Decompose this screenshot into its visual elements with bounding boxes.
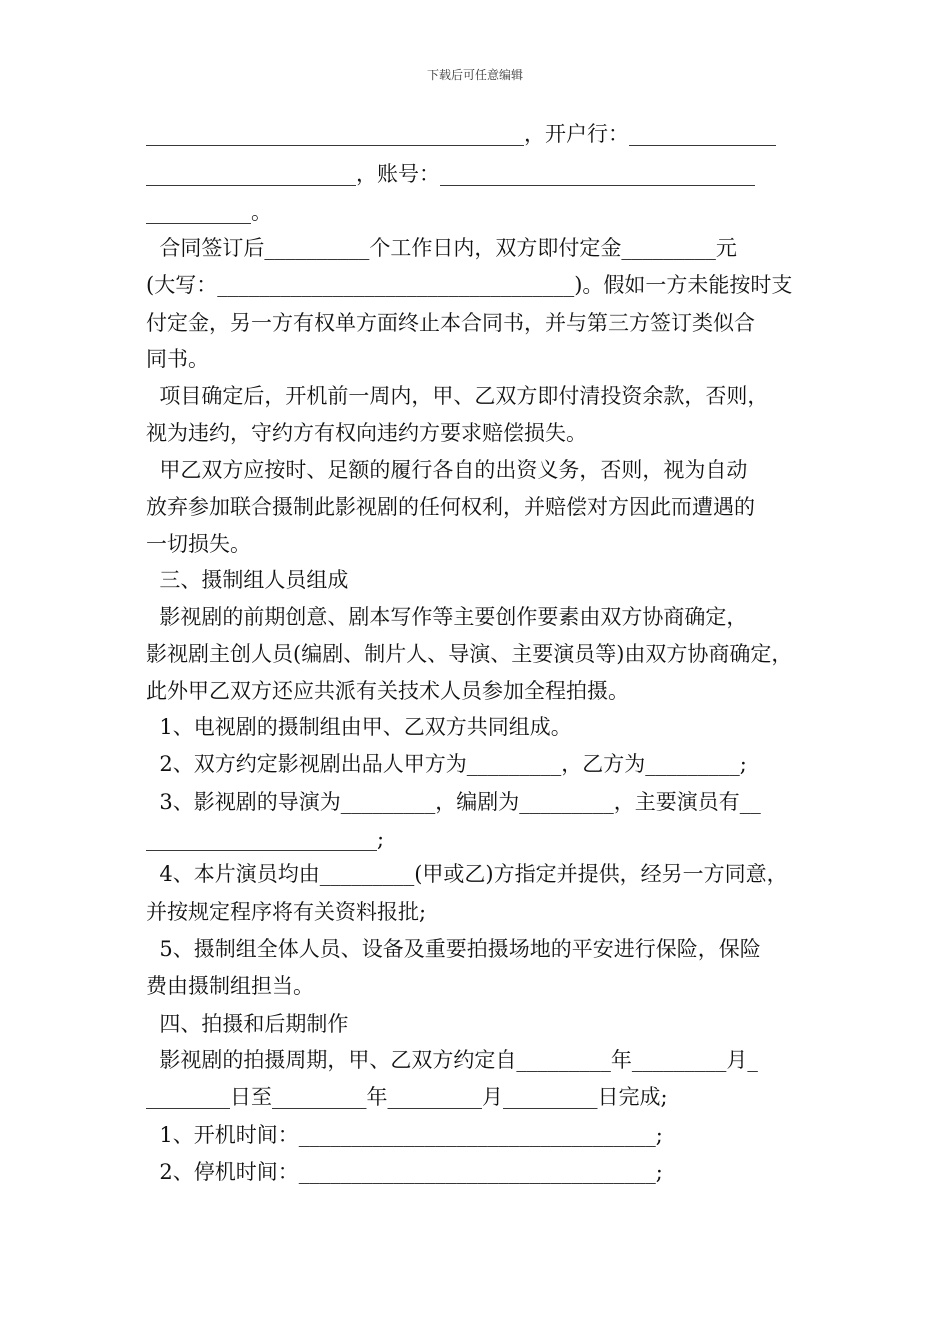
text-line: 2、停机时间：__________________________________; [146,1160,663,1184]
text-line: ______________________; [146,827,385,851]
text-line: (大写：__________________________________)。假如一方未能按时支 [146,273,793,297]
text-line: 合同签订后__________个工作日内，双方即付定金_________元 [146,236,737,260]
text-line: 影视剧的拍摄周期，甲、乙双方约定自_________年_________月_ [146,1048,758,1072]
text-line: 甲乙双方应按时、足额的履行各自的出资义务，否则，视为自动 [146,458,748,482]
text-line: 1、开机时间：__________________________________; [146,1123,663,1147]
text-line: 影视剧主创人员(编剧、制片人、导演、主要演员等)由双方协商确定， [146,642,793,666]
text-line: 5、摄制组全体人员、设备及重要拍摄场地的平安进行保险，保险 [146,937,761,961]
text-line: 一切损失。 [146,532,251,556]
text-line: 放弃参加联合摄制此影视剧的任何权利，并赔偿对方因此而遭遇的 [146,495,755,519]
text-line: __________。 [146,200,272,224]
text-line: 1、电视剧的摄制组由甲、乙双方共同组成。 [146,715,572,739]
text-line: ________日至_________年_________月_________日完成; [146,1085,668,1109]
text-line: 3、影视剧的导演为_________，编剧为_________，主要演员有__ [146,790,761,814]
text-line: 并按规定程序将有关资料报批; [146,900,427,924]
text-line: 费由摄制组担当。 [146,974,314,998]
text-line: ____________________，账号：______________________________ [146,162,755,186]
text-line: 影视剧的前期创意、剧本写作等主要创作要素由双方协商确定， [146,605,748,629]
text-line: 此外甲乙双方还应共派有关技术人员参加全程拍摄。 [146,679,629,703]
text-line: 付定金，另一方有权单方面终止本合同书，并与第三方签订类似合 [146,311,755,335]
text-line: 项目确定后，开机前一周内，甲、乙双方即付清投资余款，否则， [146,384,769,408]
text-line: 4、本片演员均由_________(甲或乙)方指定并提供，经另一方同意， [146,862,788,886]
text-line: 2、双方约定影视剧出品人甲方为_________，乙方为_________; [146,752,747,776]
text-line: 同书。 [146,347,209,371]
section-heading: 三、摄制组人员组成 [146,568,349,592]
text-line: 视为违约，守约方有权向违约方要求赔偿损失。 [146,421,587,445]
section-heading: 四、拍摄和后期制作 [146,1012,349,1036]
header-watermark: 下载后可任意编辑 [426,68,523,82]
text-line: ____________________________________，开户行：______________ [146,122,776,146]
